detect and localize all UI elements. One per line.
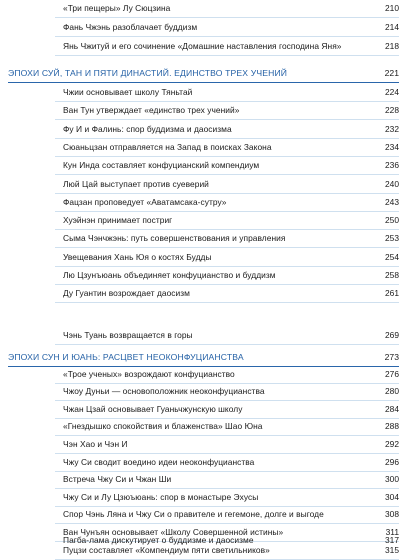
toc-entry-page: 308 <box>385 509 399 520</box>
toc-entry-title: Встреча Чжу Си и Чжан Ши <box>63 474 172 485</box>
toc-entry-page: 240 <box>385 178 399 189</box>
toc-entry-title: «Гнездышко спокойствия и блаженства» Шао Юна <box>63 421 263 432</box>
toc-entry[interactable] <box>0 417 414 436</box>
toc-entry-title: Пуцзи составляет «Компендиум пяти светильников» <box>63 544 270 555</box>
toc-entry[interactable] <box>0 248 414 267</box>
section-title: ЭПОХИ СУН И ЮАНЬ: РАСЦВЕТ НЕОКОНФУЦИАНСТВА <box>8 351 244 362</box>
toc-entry[interactable] <box>0 453 414 472</box>
toc-entry-page: 232 <box>385 123 399 134</box>
toc-entry-title: Ван Тун утверждает «единство трех учений» <box>63 105 240 116</box>
toc-entry-page: 228 <box>385 105 399 116</box>
toc-entry[interactable] <box>0 400 414 419</box>
toc-section-heading[interactable] <box>0 63 414 83</box>
toc-entry-title: Увещевания Хань Юя о костях Будды <box>63 251 212 262</box>
toc-entry[interactable] <box>0 83 414 102</box>
toc-entry-title: Кун Инда составляет конфуцианский компендиум <box>63 160 260 171</box>
toc-entry[interactable] <box>0 326 414 345</box>
toc-entry-page: 315 <box>385 544 399 555</box>
toc-entry[interactable] <box>0 175 414 194</box>
toc-entry-page: 214 <box>385 22 399 32</box>
toc-entry-page: 284 <box>385 403 399 414</box>
toc-entry-title: Чэнь Туань возвращается в горы <box>63 329 193 340</box>
toc-entry[interactable] <box>0 435 414 454</box>
toc-entry-title: Спор Чэнь Ляна и Чжу Си о правителе и гегемоне, долге и выгоде <box>63 509 324 520</box>
toc-entry-title: «Трое ученых» возрождают конфуцианство <box>63 368 235 379</box>
toc-entry-title: «Три пещеры» Лу Сюцзина <box>63 3 171 13</box>
toc-entry[interactable] <box>0 156 414 175</box>
toc-entry[interactable] <box>0 101 414 120</box>
toc-entry-page: 292 <box>385 438 399 449</box>
toc-entry-title: Фань Чжэнь разоблачает буддизм <box>63 22 198 32</box>
toc-entry-page: 250 <box>385 215 399 226</box>
toc-entry-title: Хуэйнэн принимает постриг <box>63 215 173 226</box>
toc-entry-page: 304 <box>385 491 399 502</box>
toc-entry-page: 243 <box>385 196 399 207</box>
toc-entry-title: Чжии основывает школу Тяньтай <box>63 87 193 97</box>
toc-entry-title: Ван Чунъян основывает «Школу Совершенной истины» <box>63 526 284 537</box>
toc-entry-title: Сыма Чэнчжэнь: путь совершенствования и управления <box>63 233 286 244</box>
toc-entry-rule <box>55 559 399 560</box>
toc-entry[interactable] <box>0 382 414 401</box>
toc-entry-page: 234 <box>385 141 399 152</box>
toc-entry[interactable] <box>0 193 414 212</box>
section-title: ЭПОХИ СУЙ, ТАН И ПЯТИ ДИНАСТИЙ. ЕДИНСТВО ТРЕХ УЧЕНИЙ <box>8 68 288 78</box>
toc-entry-title: Пагба-лама дискутирует о буддизме и даосизме <box>63 535 254 545</box>
toc-entry[interactable] <box>0 284 414 303</box>
toc-entry-rule <box>55 302 399 303</box>
toc-entry[interactable] <box>0 531 414 550</box>
toc-entry-page: 218 <box>385 41 399 51</box>
toc-entry-title: Люй Цай выступает против суеверий <box>63 178 209 189</box>
toc-entry-page: 269 <box>385 329 399 340</box>
toc-entry-page: 258 <box>385 270 399 280</box>
toc-entry-page: 280 <box>385 386 399 397</box>
toc-entry-page: 300 <box>385 474 399 485</box>
toc-entry-page: 254 <box>385 251 399 262</box>
toc-entry[interactable] <box>0 505 414 524</box>
toc-entry-page: 236 <box>385 160 399 171</box>
toc-entry-title: Чжан Цзай основывает Гуаньчжунскую школу <box>63 403 243 414</box>
toc-entry[interactable] <box>0 266 414 285</box>
toc-entry[interactable] <box>0 365 414 384</box>
toc-entry[interactable] <box>0 229 414 248</box>
toc-entry[interactable] <box>0 138 414 157</box>
toc-entry-page: 296 <box>385 456 399 467</box>
toc-entry-title: Сюаньцзан отправляется на Запад в поисках Закона <box>63 141 272 152</box>
section-page: 273 <box>384 351 399 362</box>
toc-entry-title: Чжу Си и Лу Цзюъюань: спор в монастыре Эхусы <box>63 491 259 502</box>
toc-entry-title: Чэн Хао и Чэн И <box>63 438 128 449</box>
toc-entry-rule <box>55 344 399 345</box>
toc-entry-title: Чжоу Дуньи — основоположник неоконфуцианства <box>63 386 265 397</box>
toc-entry-title: Фацзан проповедует «Аватамсака-сутру» <box>63 196 227 207</box>
toc-entry-title: Лю Цзунъюань объединяет конфуцианство и буддизм <box>63 270 276 280</box>
toc-entry-page: 317 <box>385 535 399 545</box>
toc-entry[interactable] <box>0 37 414 56</box>
toc-entry-title: Фу И и Фалинь: спор буддизма и даосизма <box>63 123 232 134</box>
toc-entry-page: 224 <box>385 87 399 97</box>
toc-entry-page: 311 <box>385 526 399 537</box>
toc-entry-page: 276 <box>385 368 399 379</box>
toc-entry-title: Янь Чжитуй и его сочинение «Домашние наставления господина Яня» <box>63 41 342 51</box>
toc-entry-page: 261 <box>385 288 399 299</box>
toc-entry-title: Чжу Си сводит воедино идеи неоконфуцианства <box>63 456 255 467</box>
section-page: 221 <box>384 68 399 78</box>
toc-entry[interactable] <box>0 488 414 507</box>
toc-entry-page: 253 <box>385 233 399 244</box>
toc-entry[interactable] <box>0 211 414 230</box>
toc-entry[interactable] <box>0 470 414 489</box>
toc-entry-rule <box>55 55 399 56</box>
toc-entry[interactable] <box>0 18 414 37</box>
toc-entry[interactable] <box>0 120 414 139</box>
toc-entry[interactable] <box>0 0 414 18</box>
toc-entry-page: 210 <box>385 3 399 13</box>
toc-entry-title: Ду Гуантин возрождает даосизм <box>63 288 190 299</box>
toc-entry-page: 288 <box>385 421 399 432</box>
